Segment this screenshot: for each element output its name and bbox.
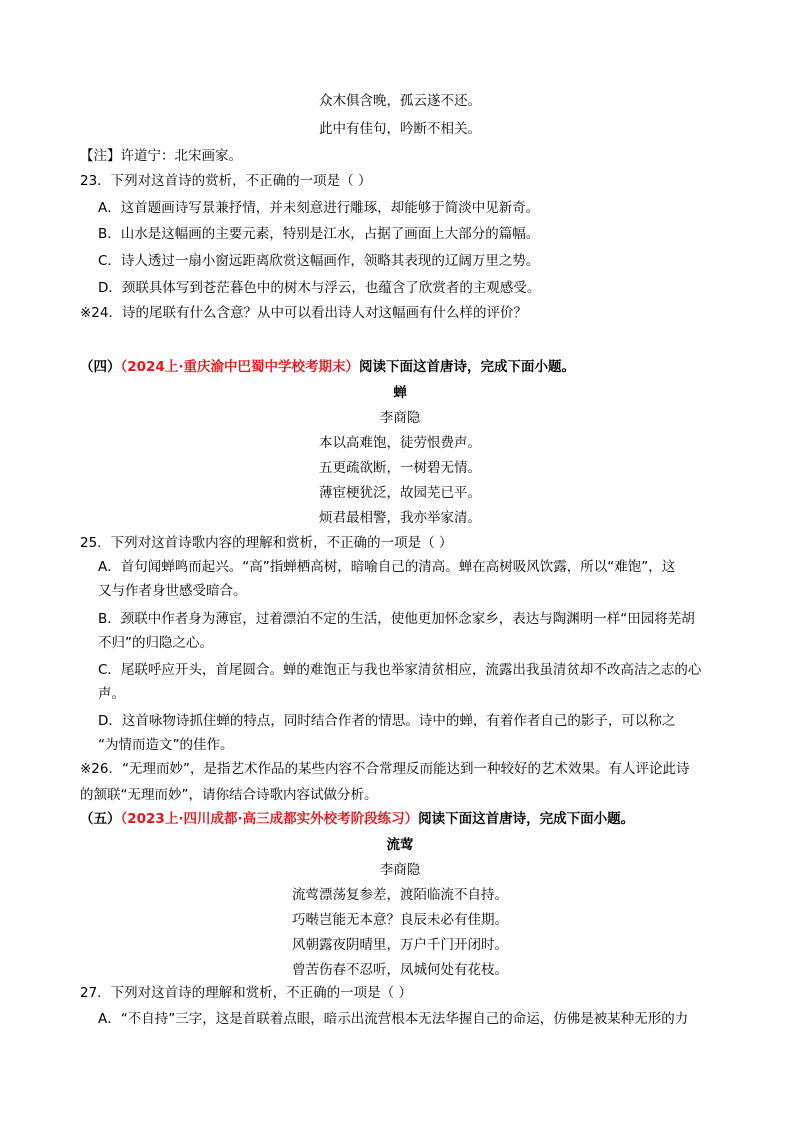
q23-option-d: D．颈联具体写到苍茫暮色中的树木与浮云，也蕴含了欣赏者的主观感受。: [98, 280, 541, 296]
poem2-author: 李商隐: [379, 410, 421, 426]
section4-heading: [80, 358, 575, 376]
q25-option-a-line2: 又与作者身世感受暗合。: [98, 583, 247, 599]
poem2-title: 蝉: [393, 385, 407, 401]
q23-option-a: A．这首题画诗写景兼抒情，并未刻意进行雕琢，却能够于简淡中见新奇。: [98, 200, 540, 216]
q26-line2: 的颔联“无理而妙”，请你结合诗歌内容试做分析。: [80, 787, 378, 803]
note: 【注】许道宁：北宋画家。: [80, 148, 242, 164]
poem3-line-1: 流莺漂荡复参差，渡陌临流不自持。: [292, 887, 508, 903]
q23-stem: 23．下列对这首诗的赏析，不正确的一项是（ ）: [80, 173, 372, 189]
q26-line1: ※26．“无理而妙”，是指艺术作品的某些内容不合常理反而能达到一种较好的艺术效果。有人评论此诗: [80, 761, 690, 777]
q25-option-c-line1: C．尾联呼应开头，首尾圆合。蝉的难饱正与我也举家清贫相应，流露出我虽清贫却不改高洁之志的心: [98, 662, 702, 678]
section4-instruction: 阅读下面这首唐诗，完成下面小题。: [358, 359, 575, 375]
section5-num: （五）: [80, 811, 121, 827]
section5-source: （2023上·四川成都·高三成都实外校考阶段练习）: [120, 811, 419, 827]
section4-num: （四）: [80, 359, 121, 375]
poem3-author: 李商隐: [379, 862, 421, 878]
q25-option-a-line1: A．首句闻蝉鸣而起兴。“高”指蝉栖高树，暗喻自己的清高。蝉在高树吸风饮露，所以“难饱”，这: [98, 559, 676, 575]
q25-option-d-line1: D．这首咏物诗抓住蝉的特点，同时结合作者的情思。诗中的蝉，有着作者自己的影子，可以称之: [98, 713, 676, 729]
poem1-line-2: 此中有佳句，吟断不相关。: [319, 121, 481, 137]
q27-option-a-line1: A．“不自持”三字，这是首联着点眼，暗示出流营根本无法华握自己的命运，仿佛是被某种无形的力: [98, 1011, 689, 1027]
poem3-line-3: 风朝露夜阴晴里，万户千门开闭时。: [292, 937, 508, 953]
q25-option-b-line2: 不归”的归隐之心。: [98, 635, 213, 651]
poem2-line-4: 烦君最相警，我亦举家清。: [319, 510, 481, 526]
q25-option-d-line2: “为情而造文”的佳作。: [98, 737, 234, 753]
section4-source: （2024上·重庆渝中巴蜀中学校考期末）: [120, 359, 359, 375]
q24-text: ※24．诗的尾联有什么含意？从中可以看出诗人对这幅画有什么样的评价？: [80, 305, 527, 321]
q25-option-b-line1: B．颈联中作者身为薄宦，过着漂泊不定的生活，使他更加怀念家乡，表达与陶渊明一样“田园将芜胡: [98, 611, 695, 627]
poem2-line-3: 薄宦梗犹泛，故园芜已平。: [319, 485, 481, 501]
q23-option-c: C．诗人透过一扇小窗远距离欣赏这幅画作，领略其表现的辽阔万里之势。: [98, 253, 540, 269]
poem1-line-1: 众木俱含晚，孤云遂不还。: [319, 93, 481, 109]
q25-stem: 25．下列对这首诗歌内容的理解和赏析，不正确的一项是（ ）: [80, 535, 453, 551]
q25-option-c-line2: 声。: [98, 686, 125, 702]
section5-heading: [80, 810, 634, 828]
poem2-line-2: 五更疏欲断，一树碧无情。: [319, 460, 481, 476]
poem3-line-4: 曾苦伤春不忍听，凤城何处有花枝。: [292, 962, 508, 978]
q23-option-b: B．山水是这幅画的主要元素，特别是江水，占据了画面上大部分的篇幅。: [98, 226, 540, 242]
poem3-title: 流莺: [386, 837, 414, 853]
q27-stem: 27．下列对这首诗的理解和赏析，不正确的一项是（ ）: [80, 985, 412, 1001]
section5-instruction: 阅读下面这首唐诗，完成下面小题。: [418, 811, 635, 827]
poem2-line-1: 本以高难饱，徒劳恨费声。: [319, 435, 481, 451]
poem3-line-2: 巧啭岂能无本意？良辰未必有佳期。: [292, 912, 508, 928]
